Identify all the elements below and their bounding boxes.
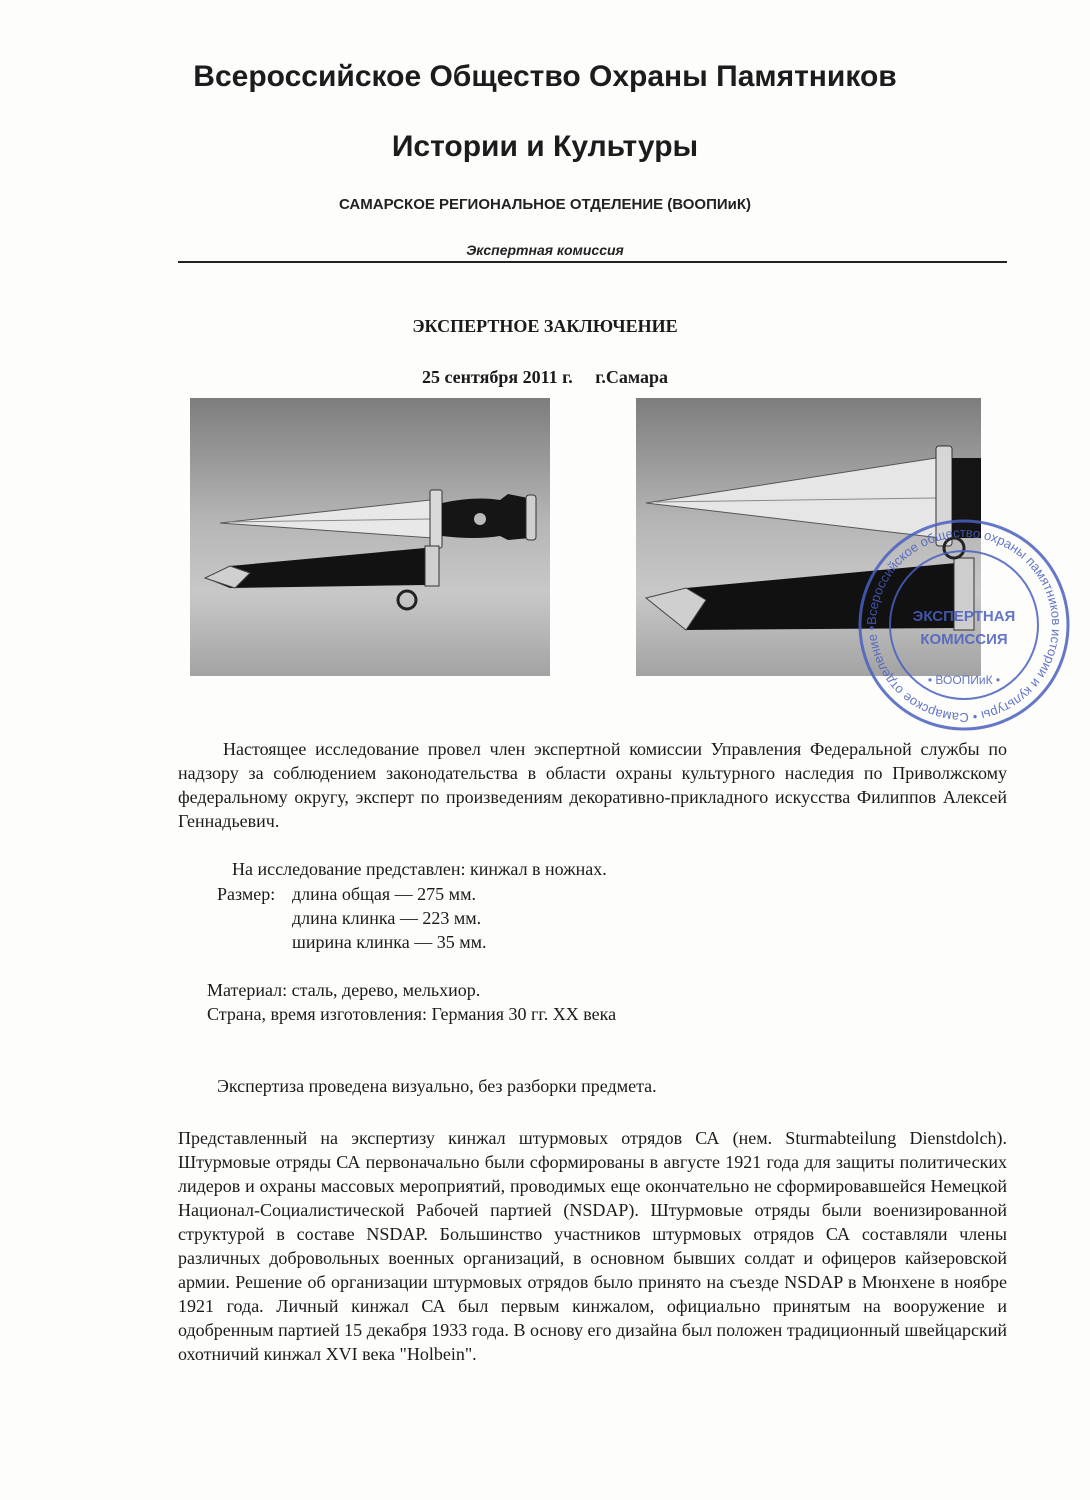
commission-stamp xyxy=(855,516,1073,734)
regional-branch: САМАРСКОЕ РЕГИОНАЛЬНОЕ ОТДЕЛЕНИЕ (ВООПИиК) xyxy=(338,196,752,213)
stamp-bottom-text: • ВООПИиК • xyxy=(927,673,1001,687)
spec-material: Материал: сталь, дерево, мельхиор. xyxy=(207,980,481,1000)
organization-title-line2: Истории и Культуры xyxy=(391,130,699,163)
spec-size-width: ширина клинка — 35 мм. xyxy=(292,932,487,952)
spec-size-label: Размер: xyxy=(217,884,276,904)
stamp-ring-text: Всероссийское общество охраны памятников истории и культуры • Самарское отделение • xyxy=(863,524,1065,726)
intro-paragraph: Настоящее исследование провел член экспертной комиссии Управления Федеральной службы по надзору за соблюдением законодательства в области охраны культурного наследия по Приволжскому федеральному округу, эксперт по произведениям декоративно-прикладного искусства Филиппов Алексей Геннадьевич. xyxy=(178,739,1007,831)
header-divider xyxy=(178,261,1007,263)
stamp-center-top: ЭКСПЕРТНАЯ xyxy=(912,608,1016,625)
spec-origin: Страна, время изготовления: Германия 30 гг. XX века xyxy=(207,1004,617,1024)
method-note: Экспертиза проведена визуально, без разборки предмета. xyxy=(217,1076,657,1096)
spec-subject: На исследование представлен: кинжал в ножнах. xyxy=(232,859,607,879)
organization-title-line1: Всероссийское Общество Охраны Памятников xyxy=(193,60,897,93)
main-paragraph: Представленный на экспертизу кинжал штурмовых отрядов СА (нем. Sturmabteilung Dienstdolch). Штурмовые отряды СА первоначально были сформированы в августе 1921 года для защиты политических лидеров и охраны массовых мероприятий, проводимых еще окончательно не сформировавшейся Немецкой Национал-Социалистической Рабочей партией (NSDAP). Штурмовые отряды были военизированной структурой в составе NSDAP. Большинство участников штурмовых отрядов СА составляли члены различных добровольных военных организаций, в основном бывших солдат и офицеров кайзеровской армии. Решение об организации штурмовых отрядов было принято на съезде NSDAP в Мюнхене в ноябре 1921 года. Личный кинжал СА был первым кинжалом, официально принятым на вооружение и одобренным партией 15 декабря 1933 года. В основу его дизайна был положен традиционный швейцарский охотничий кинжал XVI века "Holbein". xyxy=(178,1128,1007,1364)
commission-name: Экспертная комиссия xyxy=(466,242,624,258)
document-date-place: 25 сентября 2011 г. г.Самара xyxy=(421,367,669,387)
spec-size-total: длина общая — 275 мм. xyxy=(292,884,476,904)
document-title: ЭКСПЕРТНОЕ ЗАКЛЮЧЕНИЕ xyxy=(412,316,678,336)
stamp-center-bottom: КОМИССИЯ xyxy=(920,631,1008,648)
dagger-photo-left xyxy=(190,398,550,676)
spec-size-blade: длина клинка — 223 мм. xyxy=(292,908,482,928)
